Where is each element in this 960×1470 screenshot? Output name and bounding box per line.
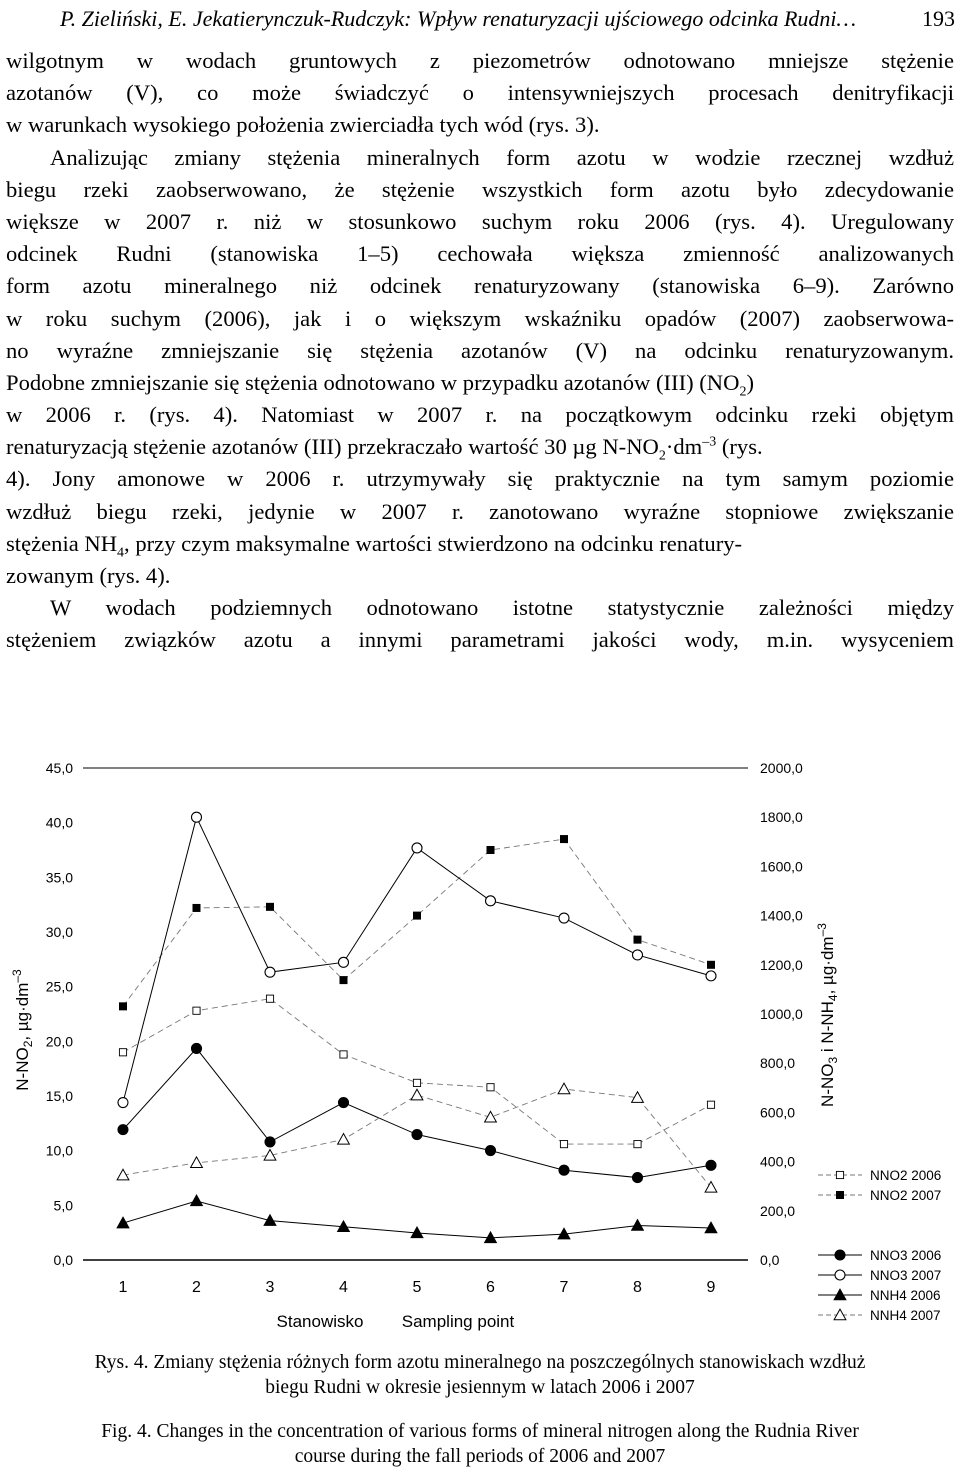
data-point-triangle: [338, 1134, 350, 1145]
data-point-circle: [486, 1146, 496, 1156]
data-point-circle: [118, 1098, 128, 1108]
subscript: 4: [117, 545, 125, 560]
data-point-square: [340, 977, 347, 984]
text-line: większe w 2007 r. niż w stosunkowo suchym roku 2006 (rys. 4). Uregulowany: [6, 208, 954, 234]
data-point-square: [707, 961, 714, 968]
text-line: zowanym (rys. 4).: [6, 563, 171, 588]
text-run: Podobne zmniejszanie się stężenia odnotowano w przypadku azotanów (III) (NO: [6, 369, 740, 395]
left-tick-label: 10,0: [45, 1142, 73, 1159]
right-axis-label-c: , µg·dm: [818, 936, 837, 995]
subscript: 2: [739, 384, 747, 400]
legend-label: NNO2 2007: [870, 1188, 942, 1203]
right-axis-label-sub3: 3: [826, 1056, 840, 1064]
text-line: W wodach podziemnych odnotowano istotne statystycznie zależności między: [50, 595, 954, 621]
body-text: [6, 45, 954, 657]
data-point-triangle: [191, 1195, 203, 1206]
data-point-circle: [192, 1043, 202, 1053]
running-title: P. Zieliński, E. Jekatierynczuk-Rudczyk: Wpływ renaturyzacji ujściowego odcinka Rudni…: [60, 6, 857, 31]
x-tick-label: 8: [633, 1279, 642, 1296]
right-axis-label-sup: –3: [815, 923, 829, 937]
data-point-circle: [706, 971, 716, 981]
text-line: stężeniem związków azotu a innymi parametrami jakości wody, m.in. wysyceniem: [6, 627, 954, 653]
x-tick-label: 9: [706, 1279, 716, 1296]
right-axis-label-b: i N-NH: [818, 1001, 837, 1057]
chart-frame: [83, 768, 748, 1260]
x-tick-label: 4: [339, 1279, 348, 1296]
right-tick-label: 1600,0: [760, 858, 803, 875]
data-point-circle: [339, 1098, 349, 1108]
data-point-square: [413, 1079, 420, 1086]
chart-legend: [818, 1168, 941, 1323]
subscript: 2: [658, 448, 666, 464]
page-number: 193: [922, 6, 955, 31]
x-tick-labels: [119, 1279, 716, 1296]
text-run: stężenia NH: [6, 530, 118, 556]
data-point-square: [266, 995, 273, 1002]
text-line: w roku suchym (2006), jak i o większym wskaźniku opadów (2007) zaobserwowa-: [6, 305, 954, 331]
legend-label: NNO3 2007: [870, 1268, 942, 1283]
data-point-circle: [339, 957, 349, 967]
data-point-square: [487, 1084, 494, 1091]
legend-label: NNH4 2006: [870, 1288, 941, 1303]
data-point-circle: [835, 1250, 845, 1260]
series-line: [123, 817, 711, 1102]
data-point-triangle: [705, 1182, 717, 1193]
data-point-square: [836, 1191, 843, 1198]
right-tick-label: 1400,0: [760, 907, 803, 924]
right-axis-label-sub4: 4: [826, 994, 840, 1002]
data-point-triangle: [411, 1089, 423, 1100]
right-tick-label: 1800,0: [760, 809, 803, 826]
left-tick-label: 40,0: [45, 814, 73, 831]
data-point-square: [560, 1141, 567, 1148]
left-axis-label-sup: –3: [10, 969, 24, 983]
x-tick-label: 2: [192, 1279, 201, 1296]
legend-label: NNH4 2007: [870, 1308, 941, 1323]
left-tick-label: 15,0: [45, 1088, 73, 1104]
text-run: renaturyzacją stężenie azotanów (III) przekraczało wartość 30 µg N-NO: [6, 434, 659, 460]
text-line: wzdłuż biegu rzeki, jedynie w 2007 r. zanotowano wyraźne stopniowe zwiększanie: [6, 498, 954, 524]
left-tick-label: 0,0: [53, 1252, 73, 1268]
data-point-square: [634, 1141, 641, 1148]
left-tick-label: 35,0: [45, 869, 73, 886]
data-point-square: [119, 1003, 126, 1010]
data-point-square: [634, 936, 641, 943]
left-tick-label: 20,0: [45, 1033, 73, 1050]
data-point-square: [560, 835, 567, 842]
data-point-circle: [559, 913, 569, 923]
data-point-circle: [265, 967, 275, 977]
series-line: [123, 1048, 711, 1177]
right-tick-label: 600,0: [760, 1104, 796, 1121]
left-axis-label-tail: , µg·dm: [13, 982, 32, 1041]
text-run: ): [746, 369, 754, 395]
data-point-triangle: [834, 1309, 846, 1320]
right-tick-label: 0,0: [760, 1252, 780, 1268]
superscript: –3: [702, 434, 717, 450]
x-tick-label: 6: [486, 1279, 495, 1296]
data-point-circle: [118, 1125, 128, 1135]
x-tick-label: 5: [412, 1279, 422, 1296]
data-point-square: [266, 903, 273, 910]
data-point-square: [836, 1171, 843, 1178]
data-point-circle: [412, 1130, 422, 1140]
left-axis-label: [10, 969, 35, 1091]
series-group: [117, 1195, 717, 1243]
caption-en-line-2: course during the fall periods of 2006 and 2007: [294, 1446, 666, 1467]
data-point-square: [340, 1051, 347, 1058]
data-point-triangle: [558, 1083, 570, 1094]
legend-label: NNO3 2006: [870, 1248, 942, 1263]
series-line: [123, 839, 711, 1006]
legend-item: [818, 1248, 941, 1263]
right-tick-label: 1200,0: [760, 956, 803, 973]
text-line: [6, 431, 954, 463]
data-point-square: [193, 1007, 200, 1014]
caption-pl-line-2: biegu Rudni w okresie jesiennym w latach 2006 i 2007: [265, 1377, 695, 1398]
right-tick-label: 2000,0: [760, 760, 803, 776]
left-axis-label-sub: 2: [21, 1040, 35, 1048]
x-tick-label: 1: [118, 1279, 128, 1296]
left-tick-labels: [46, 760, 73, 1268]
caption-en-line-1: Fig. 4. Changes in the concentration of various forms of mineral nitrogen along the Rudnia River: [101, 1421, 859, 1442]
data-point-circle: [486, 896, 496, 906]
text-run: , przy czym maksymalne wartości stwierdzono na odcinku renatury-: [124, 530, 743, 556]
data-point-triangle: [632, 1220, 644, 1231]
caption-pl-line-1: Rys. 4. Zmiany stężenia różnych form azotu mineralnego na poszczególnych stanowiskach wzdłuż: [94, 1352, 866, 1373]
series-group: [119, 995, 714, 1148]
text-line: azotanów (V), co może świadczyć o intensywniejszych procesach denitryfikacji: [6, 80, 954, 106]
right-axis-label-a: N-NO: [818, 1063, 837, 1107]
data-point-circle: [559, 1165, 569, 1175]
series-layer: [117, 812, 717, 1242]
left-tick-label: 5,0: [53, 1197, 73, 1214]
data-point-square: [119, 1049, 126, 1056]
left-tick-label: 30,0: [45, 924, 73, 940]
data-point-triangle: [485, 1111, 497, 1122]
data-point-circle: [633, 950, 643, 960]
text-line: wilgotnym w wodach gruntowych z piezometrów odnotowano mniejsze stężenie: [6, 48, 954, 73]
text-line: Analizując zmiany stężenia mineralnych form azotu w wodzie rzecznej wzdłuż: [50, 144, 954, 170]
text-line: w warunkach wysokiego położenia zwierciadła tych wód (rys. 3).: [6, 112, 600, 138]
data-point-circle: [706, 1160, 716, 1170]
text-line: 4). Jony amonowe w 2006 r. utrzymywały się praktycznie na tym samym poziomie: [6, 466, 954, 492]
data-point-square: [413, 912, 420, 919]
right-tick-label: 800,0: [760, 1055, 796, 1072]
text-line: biegu rzeki zaobserwowano, że stężenie wszystkich form azotu było zdecydowanie: [6, 176, 954, 202]
figure-caption-pl: [0, 1350, 960, 1400]
right-axis-label: [815, 923, 840, 1107]
right-tick-label: 200,0: [760, 1202, 796, 1219]
text-line: no wyraźne zmniejszanie się stężenia azotanów (V) na odcinku renaturyzowanym.: [6, 337, 954, 363]
legend-item: [818, 1268, 941, 1283]
nitrogen-chart: [0, 750, 960, 1350]
data-point-circle: [633, 1173, 643, 1183]
legend-item: [818, 1288, 941, 1303]
text-run: ·dm: [665, 434, 703, 460]
figure-caption-en: [0, 1419, 960, 1469]
text-line: w 2006 r. (rys. 4). Natomiast w 2007 r. na początkowym odcinku rzeki objętym: [6, 402, 954, 428]
legend-label: NNO2 2006: [870, 1168, 942, 1183]
running-header: [60, 6, 955, 36]
series-line: [123, 999, 711, 1144]
data-point-triangle: [834, 1289, 846, 1300]
data-point-circle: [835, 1270, 845, 1280]
text-line: odcinek Rudni (stanowiska 1–5) cechowała większa zmienność analizowanych: [6, 241, 954, 267]
x-tick-label: 3: [265, 1279, 275, 1296]
x-tick-label: 7: [559, 1279, 569, 1296]
data-point-triangle: [191, 1157, 203, 1168]
data-point-square: [193, 904, 200, 911]
left-tick-label: 25,0: [45, 978, 73, 995]
x-axis-label: Stanowisko: [276, 1312, 364, 1331]
right-tick-label: 400,0: [760, 1153, 796, 1170]
data-point-square: [487, 846, 494, 853]
right-tick-labels: [760, 760, 803, 1268]
data-point-circle: [412, 843, 422, 853]
text-line: form azotu mineralnego niż odcinek renaturyzowany (stanowiska 6–9). Zarówno: [6, 273, 954, 299]
legend-item: [818, 1188, 941, 1203]
text-line: [6, 528, 954, 560]
legend-item: [818, 1168, 941, 1183]
data-point-triangle: [117, 1217, 129, 1228]
text-line: [6, 367, 954, 399]
series-group: [119, 835, 714, 1009]
left-tick-label: 45,0: [45, 760, 73, 776]
legend-item: [818, 1308, 941, 1323]
left-axis-label-main: N-NO: [13, 1047, 32, 1091]
text-run: (rys.: [716, 434, 763, 460]
data-point-square: [707, 1101, 714, 1108]
data-point-circle: [192, 812, 202, 822]
right-tick-label: 1000,0: [760, 1006, 803, 1022]
x-axis-label-en: Sampling point: [401, 1312, 515, 1331]
data-point-circle: [265, 1137, 275, 1147]
